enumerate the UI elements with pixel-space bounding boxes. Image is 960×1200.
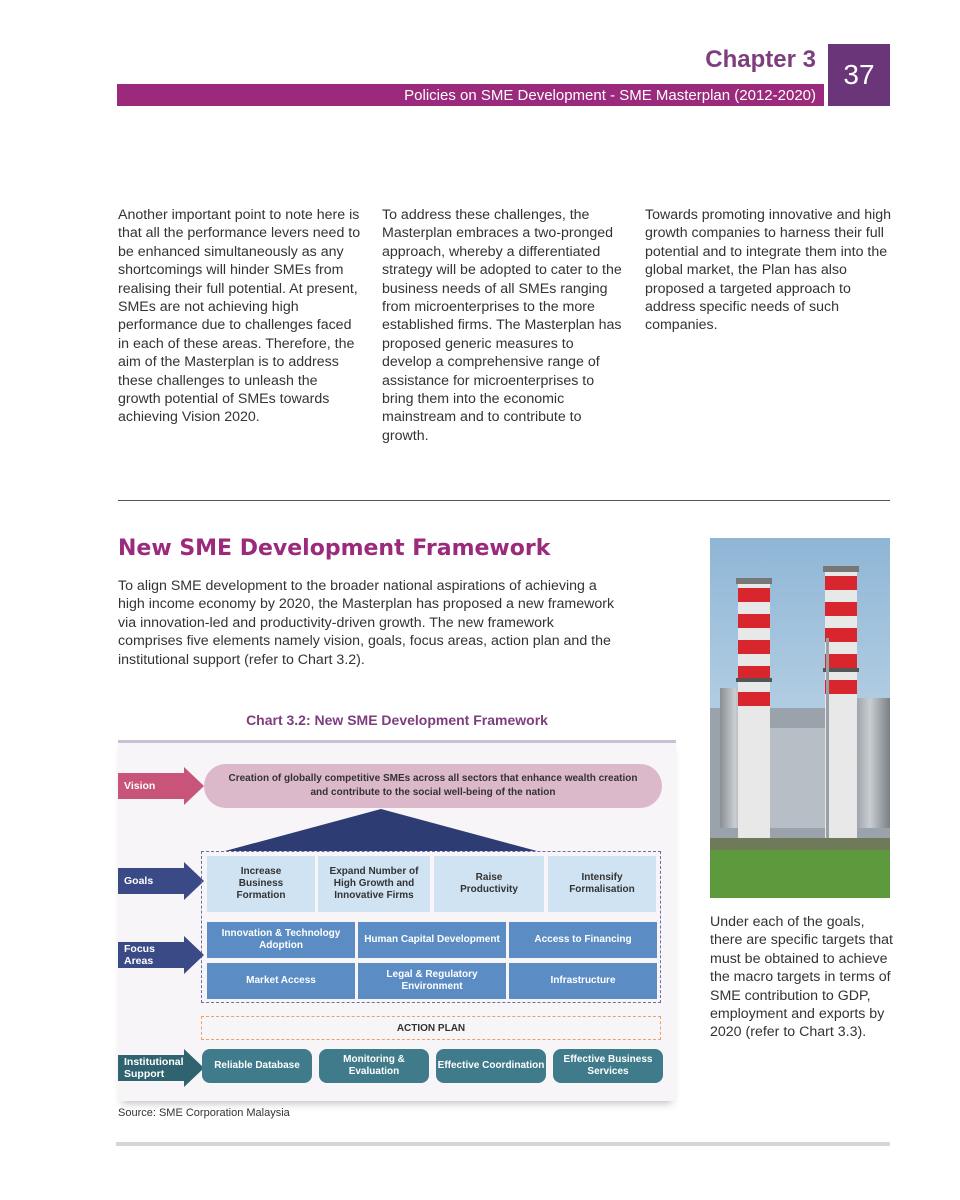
focus-area-box: Market Access xyxy=(207,963,355,999)
goal-box xyxy=(207,856,315,912)
support-label-line2: Support xyxy=(124,1068,165,1080)
action-plan-box: ACTION PLAN xyxy=(201,1016,661,1040)
support-box: Monitoring & Evaluation xyxy=(319,1049,429,1083)
chart-title: Chart 3.2: New SME Development Framework xyxy=(246,712,548,728)
institutional-support-tag xyxy=(118,1049,184,1087)
goal-box xyxy=(434,856,544,912)
goal-label: Increase Business Formation xyxy=(236,866,286,901)
goal-label: Intensify Formalisation xyxy=(569,872,635,895)
goal-box xyxy=(318,856,430,912)
chart-source: Source: SME Corporation Malaysia xyxy=(118,1107,290,1119)
focus-area-box: Infrastructure xyxy=(509,963,657,999)
section-divider xyxy=(118,500,890,501)
chapter-subtitle: Policies on SME Development - SME Masterplan (2012-2020) xyxy=(404,86,816,104)
focus-area-box: Access to Financing xyxy=(509,922,657,958)
page-number: 37 xyxy=(828,44,890,106)
section-title: New SME Development Framework xyxy=(118,536,551,561)
chimney-photo-illustration xyxy=(710,538,890,898)
chapter-subtitle-bar xyxy=(117,84,824,106)
chapter-title: Chapter 3 xyxy=(705,46,816,73)
framework-roof xyxy=(225,809,537,851)
support-label-line1: Institutional xyxy=(124,1056,184,1068)
support-box: Reliable Database xyxy=(202,1049,312,1083)
vision-label: Vision xyxy=(124,780,156,792)
goal-label: Raise Productivity xyxy=(460,872,518,895)
institutional-support-label xyxy=(124,1056,184,1080)
focus-label-line2: Areas xyxy=(124,955,154,967)
footer-rule xyxy=(116,1142,890,1146)
goal-label: Expand Number of High Growth and Innovative Firms xyxy=(329,866,419,901)
support-box: Effective Business Services xyxy=(553,1049,663,1083)
focus-area-box: Human Capital Development xyxy=(358,922,506,958)
focus-areas-label xyxy=(124,943,155,967)
vision-statement xyxy=(204,764,662,808)
support-box: Effective Coordination xyxy=(436,1049,546,1083)
focus-label-line1: Focus xyxy=(124,943,155,955)
power-plant-photo xyxy=(710,538,890,898)
focus-area-box: Innovation & Technology Adoption xyxy=(207,922,355,958)
vision-text: Creation of globally competitive SMEs across all sectors that enhance wealth creation and contribute to the social well-being of the nation xyxy=(228,773,638,798)
focus-area-box: Legal & Regulatory Environment xyxy=(358,963,506,999)
goal-box xyxy=(548,856,656,912)
goals-tag xyxy=(118,862,153,900)
focus-areas-tag xyxy=(118,936,155,974)
goals-label: Goals xyxy=(124,875,154,887)
body-column-1: Another important point to note here is that all the performance levers need to be enhanced simultaneously as any shortcomings will hinder SMEs from realising their full potential. At present, SMEs are not achieving high performance due to challenges faced in each of these areas. Therefore, the aim of the Masterplan is to address these challenges to unleash the growth potential of SMEs towards achieving Vision 2020. xyxy=(118,207,361,426)
side-paragraph: Under each of the goals, there are specific targets that must be obtained to achieve the macro targets in terms of SME contribution to GDP, employment and exports by 2020 (refer to Chart 3.3). xyxy=(710,914,893,1041)
section-intro: To align SME development to the broader national aspirations of achieving a high income economy by 2020, the Masterplan has proposed a new framework via innovation-led and productivity-driven growth. The new framework comprises five elements namely vision, goals, focus areas, action plan and the institutional support (refer to Chart 3.2). xyxy=(118,578,615,668)
body-column-3: Towards promoting innovative and high growth companies to harness their full potential and to integrate them into the global market, the Plan has also proposed a targeted approach to address specific needs of such companies. xyxy=(645,207,892,334)
framework-diagram xyxy=(118,740,676,1101)
body-column-2: To address these challenges, the Masterplan embraces a two-pronged approach, whereby a differentiated strategy will be adopted to cater to the business needs of all SMEs ranging from microenterprises to the more established firms. The Masterplan has proposed generic measures to develop a comprehensive range of assistance for microenterprises to bring them into the economic mainstream and to contribute to growth. xyxy=(382,207,622,444)
vision-tag xyxy=(118,767,155,805)
